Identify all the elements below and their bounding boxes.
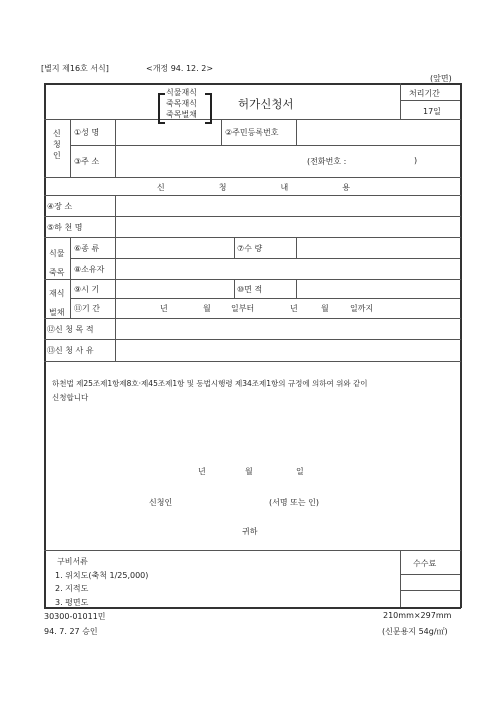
permit-types: 식물재식 죽목재식 죽목벌채	[166, 88, 197, 119]
required-document-item: 3. 평면도	[55, 598, 89, 607]
required-document-item: 2. 지적도	[55, 584, 89, 593]
end-day: 일까지	[350, 304, 374, 313]
time-label: ⑨시 기	[74, 285, 100, 294]
left-bracket	[158, 93, 165, 124]
area-label: ⑩면 적	[237, 285, 263, 294]
front-side-note: (앞면)	[430, 74, 452, 83]
signature-note: (서명 또는 인)	[269, 498, 319, 507]
required-document-item: 1. 위치도(축척 1/25,000)	[55, 571, 149, 580]
place-label: ④장 소	[47, 202, 73, 211]
request-content-header: 신 청 내 용	[157, 183, 350, 192]
period-group-label: 재식 벌채	[49, 289, 65, 317]
resident-number-label: ②주민등록번호	[225, 128, 279, 137]
owner-label: ⑧소유자	[74, 265, 105, 274]
form-title: 허가신청서	[238, 97, 294, 111]
reason-label: ⑬신 청 사 유	[47, 346, 94, 355]
form-number: [별지 제16호 서식]	[41, 64, 109, 73]
applicant-section-label: 신 청 인	[53, 129, 61, 160]
form-code: 30300-01011민	[44, 612, 106, 621]
end-month: 월	[321, 304, 329, 313]
required-documents-title: 구비서류	[57, 557, 88, 566]
declaration-text: 하천법 제25조제1항제8호·제45조제1항 및 동법시행령 제34조제1항의 규정에 의하여 위와 같이	[52, 379, 368, 388]
processing-period-label: 처리기간	[409, 89, 440, 98]
end-year: 년	[290, 304, 298, 313]
date-year: 년	[198, 467, 206, 476]
address-label: ③주 소	[74, 157, 100, 166]
duration-label: ⑪기 간	[74, 304, 100, 313]
declaration-text-end: 신청합니다	[52, 393, 89, 402]
species-label: ⑥종 류	[74, 244, 100, 253]
phone-label: (전화번호 :	[307, 157, 347, 166]
paper-spec: (신문용지 54g/㎡)	[382, 627, 448, 636]
paper-size: 210mm×297mm	[383, 611, 452, 620]
recipient-label: 귀하	[242, 527, 258, 536]
start-day: 일부터	[231, 304, 255, 313]
applicant-sign-label: 신청인	[149, 498, 173, 507]
start-month: 월	[203, 304, 211, 313]
phone-close: )	[414, 156, 418, 165]
purpose-label: ⑫신 청 목 적	[47, 325, 94, 334]
name-label: ①성 명	[74, 128, 100, 137]
right-bracket	[205, 93, 212, 124]
quantity-label: ⑦수 량	[237, 244, 263, 253]
river-name-label: ⑤하 천 명	[47, 223, 83, 232]
processing-period-value: 17일	[423, 107, 441, 116]
fee-label: 수수료	[413, 559, 437, 568]
date-day: 일	[296, 467, 304, 476]
start-year: 년	[160, 304, 168, 313]
plant-group-label: 식물 죽목	[49, 249, 65, 277]
approval-date: 94. 7. 27 승인	[44, 627, 98, 636]
date-month: 월	[245, 467, 253, 476]
revision-note: <개정 94. 12. 2>	[146, 64, 214, 73]
